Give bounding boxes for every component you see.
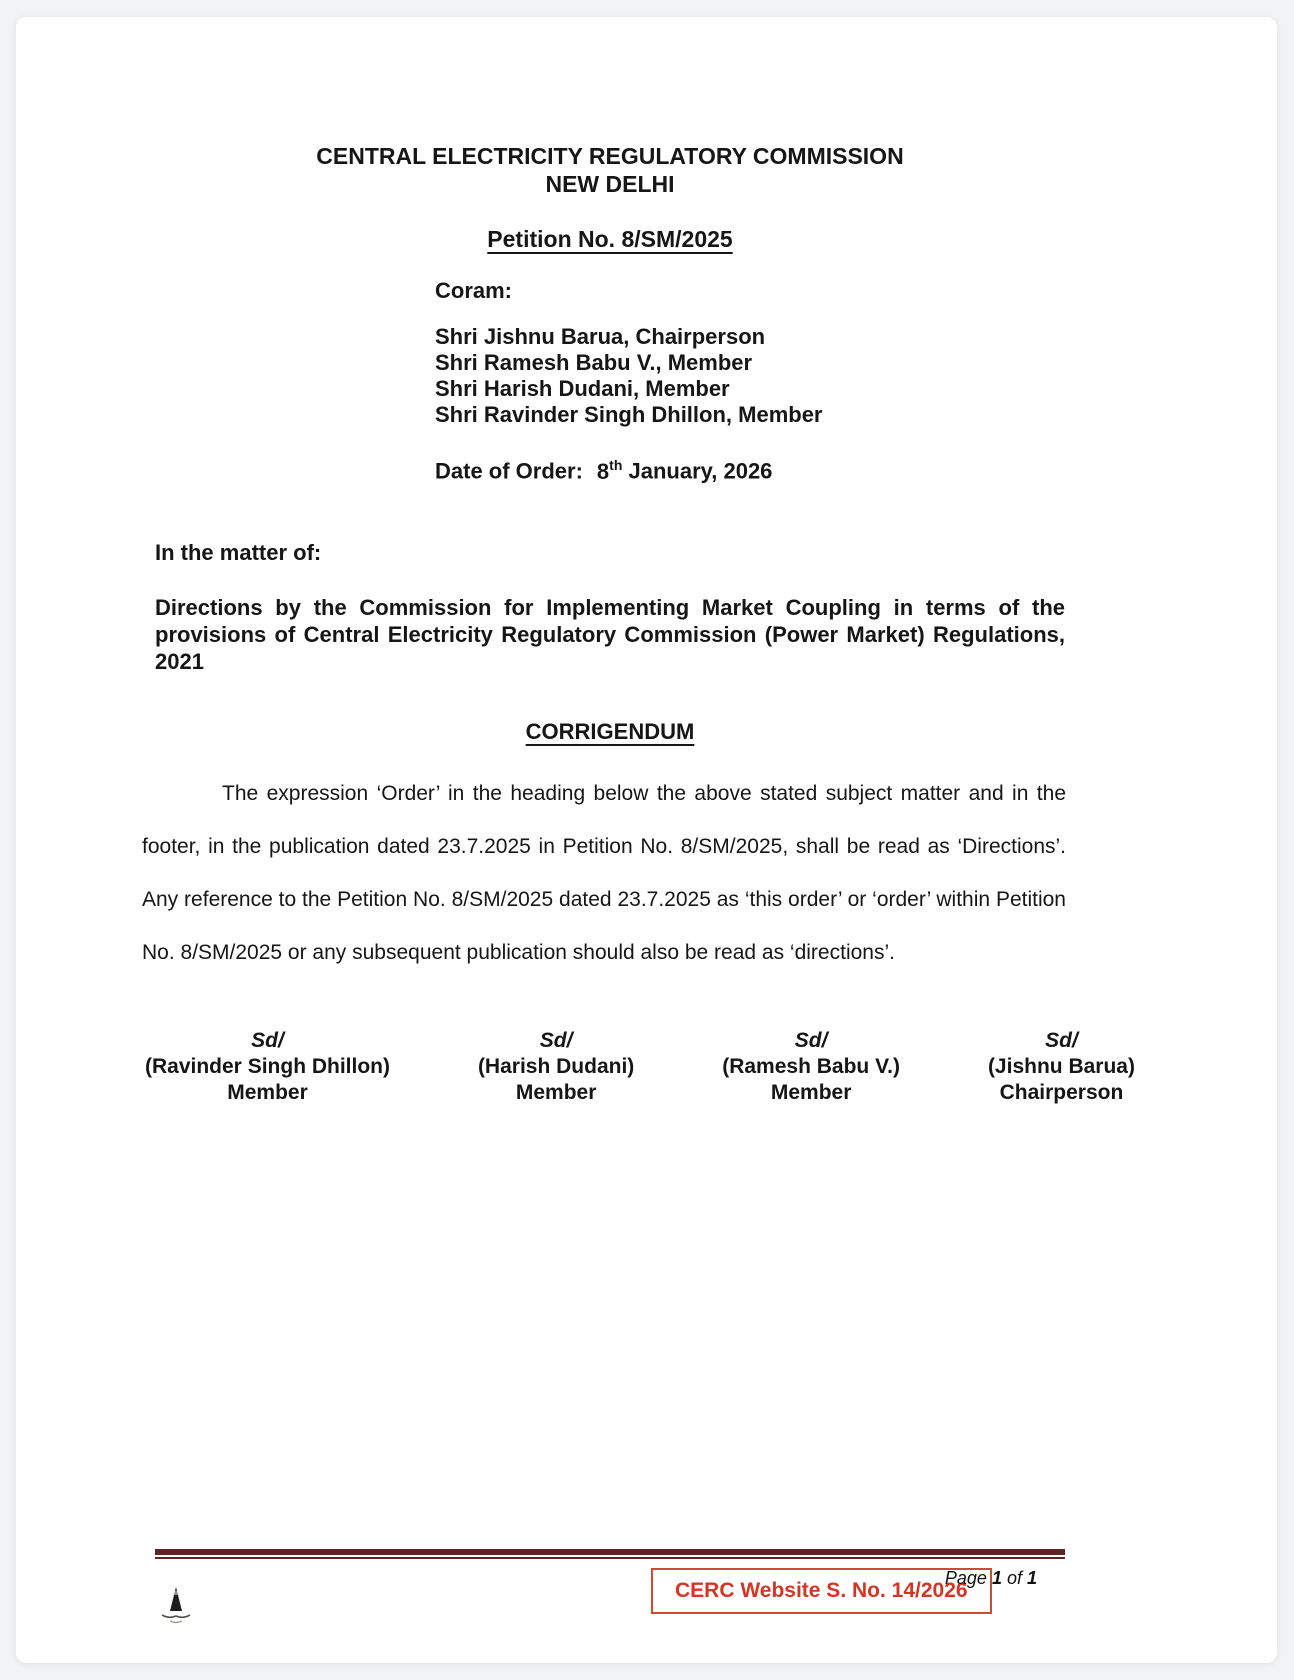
in-the-matter-of-label: In the matter of: (155, 540, 322, 566)
signature-block (722, 1028, 900, 1106)
corrigendum-body: The expression ‘Order’ in the heading below the above stated subject matter and in the footer, in the publication dated 23.7.2025 in Petition No. 8/SM/2025, shall be read as ‘Directions’. Any reference to the Petition No. 8/SM/2025 dated 23.7.2025 as ‘this order’ or ‘order’ within Petition No. 8/SM/2025 or any subsequent publication should also be read as ‘directions’. (142, 782, 1066, 965)
commission-title (155, 142, 1065, 198)
corrigendum-heading-text: CORRIGENDUM (525, 718, 695, 744)
date-of-order (435, 457, 1065, 485)
signatory-role: Member (770, 1081, 852, 1105)
petition-number (155, 225, 1065, 254)
page-footer (155, 1549, 1065, 1647)
signature-block (988, 1028, 1135, 1106)
date-of-order-ordinal: th (609, 457, 623, 474)
signature-block (145, 1028, 390, 1106)
cerc-website-stamp (651, 1568, 992, 1614)
signature-sd: Sd/ (251, 1029, 284, 1053)
commission-title-line2: NEW DELHI (545, 171, 675, 197)
coram-member: Shri Harish Dudani, Member (435, 376, 730, 402)
signatory-name: (Harish Dudani) (477, 1055, 635, 1079)
signatory-role: Chairperson (999, 1081, 1124, 1105)
page-number-label (945, 1568, 1037, 1589)
page-current: 1 (991, 1568, 1002, 1588)
coram-label: Coram: (435, 277, 513, 303)
coram-member: Shri Ramesh Babu V., Member (435, 350, 753, 376)
footer-rule-thick (155, 1549, 1065, 1555)
of-word: of (1001, 1568, 1027, 1588)
date-of-order-rest: January, 2026 (622, 458, 773, 484)
signatory-role: Member (515, 1081, 597, 1105)
signatory-name: (Ravinder Singh Dhillon) (145, 1055, 390, 1079)
coram-member: Shri Ravinder Singh Dhillon, Member (435, 402, 823, 428)
date-of-order-day: 8 (596, 458, 610, 484)
coram-block (435, 277, 1065, 429)
footer-row (155, 1559, 1065, 1647)
page-word: Page (944, 1568, 992, 1588)
date-of-order-label: Date of Order: (435, 458, 583, 484)
signature-row (145, 1028, 1135, 1106)
commission-title-line1: CENTRAL ELECTRICITY REGULATORY COMMISSION (316, 143, 904, 169)
subject-matter: Directions by the Commission for Implementing Market Coupling in terms of the provisions of Central Electricity Regulatory Commission (Power Market) Regulations, 2021 (155, 594, 1065, 674)
signatory-name: (Ramesh Babu V.) (722, 1055, 900, 1079)
page-total: 1 (1026, 1568, 1037, 1588)
document-page (16, 17, 1277, 1663)
cerc-emblem-icon (159, 1585, 193, 1627)
signatory-name: (Jishnu Barua) (987, 1055, 1135, 1079)
signatory-role: Member (227, 1081, 308, 1105)
document-content (16, 17, 1277, 1106)
signature-sd: Sd/ (1045, 1029, 1078, 1053)
coram-member: Shri Jishnu Barua, Chairperson (435, 324, 766, 350)
signature-sd: Sd/ (539, 1029, 573, 1053)
signature-block (478, 1028, 634, 1106)
petition-number-text: Petition No. 8/SM/2025 (487, 226, 733, 252)
corrigendum-heading (155, 718, 1065, 746)
cerc-website-stamp-text: CERC Website S. No. 14/2026 (675, 1579, 968, 1602)
signature-sd: Sd/ (794, 1029, 828, 1053)
